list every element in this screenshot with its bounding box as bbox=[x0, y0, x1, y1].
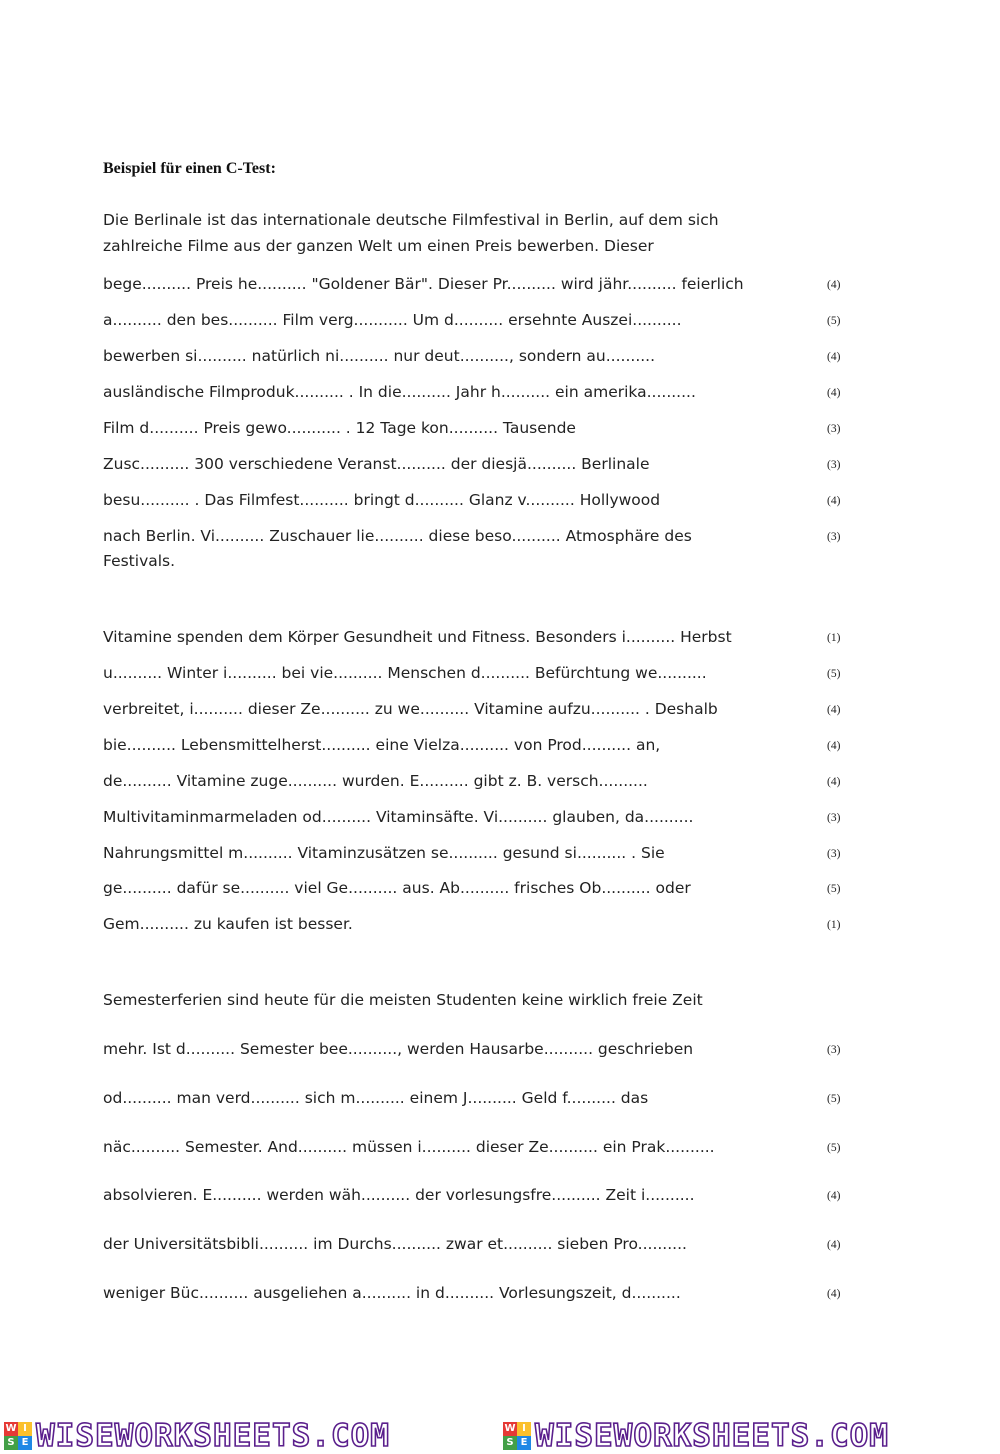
gap-count: (4) bbox=[827, 1239, 841, 1251]
brand-text: WISEWORKSHEETS.COM bbox=[36, 1418, 390, 1454]
gap-count: (4) bbox=[827, 279, 841, 291]
gap-line bbox=[103, 524, 848, 548]
gap-line bbox=[103, 308, 848, 332]
gap-text[interactable]: mehr. Ist d.......... Semester bee.........., werden Hausarbe.......... geschrieben bbox=[103, 1040, 694, 1058]
gap-line bbox=[103, 912, 848, 936]
gap-line bbox=[103, 625, 848, 649]
gap-line bbox=[103, 1183, 848, 1207]
gap-line bbox=[103, 1281, 848, 1305]
gap-text[interactable]: od.......... man verd.......... sich m.......... einem J.......... Geld f.......... das bbox=[103, 1089, 649, 1107]
gap-line bbox=[103, 272, 848, 296]
gap-line bbox=[103, 1086, 848, 1110]
gap-line bbox=[103, 488, 848, 512]
intro-line-1: Die Berlinale ist das internationale deutsche Filmfestival in Berlin, auf dem sich bbox=[103, 211, 719, 229]
gap-text[interactable]: ausländische Filmproduk.......... . In die.......... Jahr h.......... ein amerika.......... bbox=[103, 383, 696, 401]
gap-count: (4) bbox=[827, 704, 841, 716]
gap-count: (3) bbox=[827, 531, 841, 543]
brand-text: WISEWORKSHEETS.COM bbox=[535, 1418, 889, 1454]
gap-count: (3) bbox=[827, 1044, 841, 1056]
logo-letter: I bbox=[18, 1422, 32, 1436]
gap-count: (5) bbox=[827, 668, 841, 680]
gap-count: (1) bbox=[827, 919, 841, 931]
brand-logo[interactable] bbox=[503, 1418, 889, 1454]
gap-line bbox=[103, 380, 848, 404]
gap-count: (5) bbox=[827, 1093, 841, 1105]
logo-letter: W bbox=[5, 1423, 17, 1434]
gap-text[interactable]: Zusc.......... 300 verschiedene Veranst.......... der diesjä.......... Berlinale bbox=[103, 455, 650, 473]
page-title: Beispiel für einen C-Test: bbox=[103, 160, 276, 177]
gap-line bbox=[103, 1037, 848, 1061]
intro-line-2: zahlreiche Filme aus der ganzen Welt um einen Preis bewerben. Dieser bbox=[103, 237, 654, 255]
gap-count: (3) bbox=[827, 423, 841, 435]
gap-line bbox=[103, 416, 848, 440]
logo-letter: I bbox=[517, 1422, 531, 1436]
gap-count: (4) bbox=[827, 1288, 841, 1300]
section3-intro: Semesterferien sind heute für die meisten Studenten keine wirklich freie Zeit bbox=[103, 991, 703, 1009]
gap-text[interactable]: bege.......... Preis he.......... "Goldener Bär". Dieser Pr.......... wird jähr.......... feierlich bbox=[103, 275, 744, 293]
gap-text[interactable]: besu.......... . Das Filmfest.......... bringt d.......... Glanz v.......... Hollywood bbox=[103, 491, 661, 509]
gap-text[interactable]: Film d.......... Preis gewo........... . 12 Tage kon.......... Tausende bbox=[103, 419, 576, 437]
gap-count: (4) bbox=[827, 495, 841, 507]
gap-count: (5) bbox=[827, 1142, 841, 1154]
brand-logo-icon bbox=[4, 1422, 32, 1450]
gap-text[interactable]: u.......... Winter i.......... bei vie.......... Menschen d.......... Befürchtung we.......... bbox=[103, 664, 707, 682]
gap-count: (5) bbox=[827, 315, 841, 327]
gap-line bbox=[103, 733, 848, 757]
section1-tail: Festivals. bbox=[103, 552, 176, 570]
gap-text[interactable]: ge.......... dafür se.......... viel Ge.......... aus. Ab.......... frisches Ob.......... oder bbox=[103, 879, 691, 897]
gap-line bbox=[103, 1135, 848, 1159]
gap-text[interactable]: a.......... den bes.......... Film verg........... Um d.......... ersehnte Auszei.......... bbox=[103, 311, 682, 329]
brand-logo[interactable] bbox=[4, 1418, 390, 1454]
gap-text[interactable]: bewerben si.......... natürlich ni.......... nur deut.........., sondern au.......... bbox=[103, 347, 656, 365]
gap-line bbox=[103, 344, 848, 368]
gap-text[interactable]: de.......... Vitamine zuge.......... wurden. E.......... gibt z. B. versch.......... bbox=[103, 772, 648, 790]
brand-logo-icon bbox=[503, 1422, 531, 1450]
logo-letter: E bbox=[517, 1436, 531, 1450]
gap-line bbox=[103, 876, 848, 900]
gap-line bbox=[103, 841, 848, 865]
gap-count: (4) bbox=[827, 387, 841, 399]
gap-count: (5) bbox=[827, 883, 841, 895]
gap-line bbox=[103, 805, 848, 829]
gap-text[interactable]: der Universitätsbibli.......... im Durchs.......... zwar et.......... sieben Pro.......... bbox=[103, 1235, 687, 1253]
gap-count: (4) bbox=[827, 740, 841, 752]
gap-count: (4) bbox=[827, 776, 841, 788]
logo-letter: E bbox=[18, 1436, 32, 1450]
gap-text[interactable]: näc.......... Semester. And.......... müssen i.......... dieser Ze.......... ein Prak.......... bbox=[103, 1138, 715, 1156]
gap-text[interactable]: Nahrungsmittel m.......... Vitaminzusätzen se.......... gesund si.......... . Sie bbox=[103, 844, 665, 862]
gap-line bbox=[103, 769, 848, 793]
gap-count: (3) bbox=[827, 848, 841, 860]
footer-watermark bbox=[0, 1418, 1000, 1454]
gap-count: (3) bbox=[827, 459, 841, 471]
gap-line bbox=[103, 1232, 848, 1256]
gap-text[interactable]: nach Berlin. Vi.......... Zuschauer lie.......... diese beso.......... Atmosphäre des bbox=[103, 527, 692, 545]
gap-count: (1) bbox=[827, 632, 841, 644]
gap-text[interactable]: Vitamine spenden dem Körper Gesundheit und Fitness. Besonders i.......... Herbst bbox=[103, 628, 732, 646]
gap-count: (4) bbox=[827, 1190, 841, 1202]
gap-text[interactable]: verbreitet, i.......... dieser Ze.......... zu we.......... Vitamine aufzu.......... . Deshalb bbox=[103, 700, 718, 718]
logo-letter: W bbox=[504, 1423, 516, 1434]
gap-text[interactable]: weniger Büc.......... ausgeliehen a.......... in d.......... Vorlesungszeit, d.......... bbox=[103, 1284, 681, 1302]
gap-line bbox=[103, 452, 848, 476]
gap-text[interactable]: bie.......... Lebensmittelherst.......... eine Vielza.......... von Prod.......... an, bbox=[103, 736, 661, 754]
gap-text[interactable]: Multivitaminmarmeladen od.......... Vitaminsäfte. Vi.......... glauben, da.......... bbox=[103, 808, 694, 826]
gap-text[interactable]: absolvieren. E.......... werden wäh.......... der vorlesungsfre.......... Zeit i.......... bbox=[103, 1186, 695, 1204]
gap-text[interactable]: Gem.......... zu kaufen ist besser. bbox=[103, 915, 353, 933]
gap-line bbox=[103, 661, 848, 685]
logo-letter: S bbox=[4, 1436, 18, 1450]
gap-count: (3) bbox=[827, 812, 841, 824]
gap-line bbox=[103, 697, 848, 721]
logo-letter: S bbox=[503, 1436, 517, 1450]
gap-count: (4) bbox=[827, 351, 841, 363]
